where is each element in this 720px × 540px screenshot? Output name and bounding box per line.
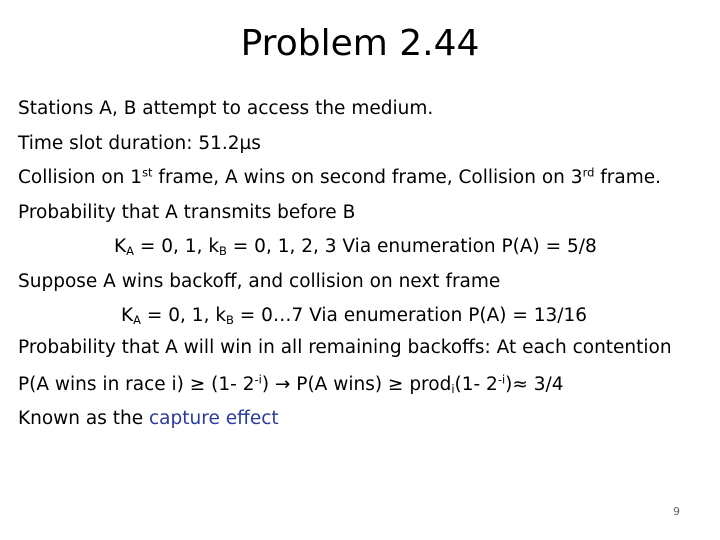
text-fragment: frame, A wins on second frame, Collision on 3 bbox=[152, 167, 583, 188]
text-fragment: P(A wins in race i) ≥ (1- 2 bbox=[18, 373, 255, 395]
text-fragment: Known as the bbox=[18, 408, 150, 429]
subscript: B bbox=[226, 312, 234, 327]
text-fragment: (1- 2 bbox=[454, 373, 498, 395]
line-capture-effect bbox=[18, 402, 708, 437]
subscript: A bbox=[133, 312, 141, 327]
text-fragment: = 0, 1, k bbox=[141, 305, 227, 326]
line-enumeration-2 bbox=[18, 299, 708, 334]
superscript: rd bbox=[582, 165, 595, 180]
line-probability-heading: Probability that A transmits before B bbox=[18, 201, 356, 223]
text-fragment: = 0, 1, k bbox=[134, 236, 220, 257]
text-fragment: )≈ 3/4 bbox=[505, 373, 564, 395]
subscript: A bbox=[126, 243, 134, 258]
line-stations: Stations A, B attempt to access the medium. bbox=[18, 98, 434, 119]
line-suppose: Suppose A wins backoff, and collision on next frame bbox=[18, 270, 501, 292]
subscript: B bbox=[219, 243, 227, 258]
superscript: -i bbox=[497, 372, 506, 387]
line-remaining-backoffs: Probability that A will win in all remaining backoffs: At each contention bbox=[18, 336, 672, 358]
text-fragment: = 0…7 Via enumeration P(A) = 13/16 bbox=[233, 305, 588, 326]
text-fragment: = 0, 1, 2, 3 Via enumeration P(A) = 5/8 bbox=[226, 236, 597, 257]
line-enumeration-1 bbox=[18, 230, 708, 265]
page-number: 9 bbox=[673, 505, 680, 518]
text-fragment: K bbox=[114, 236, 127, 257]
text-fragment: ) → P(A wins) ≥ prod bbox=[261, 373, 452, 395]
slide-body bbox=[18, 92, 708, 437]
line-capture-inequality bbox=[18, 368, 708, 403]
capture-effect-term: capture effect bbox=[149, 408, 279, 429]
line-collision-sequence bbox=[18, 161, 708, 196]
slide-title: Problem 2.44 bbox=[240, 23, 480, 64]
text-fragment: K bbox=[121, 305, 134, 326]
subscript: i bbox=[451, 381, 455, 396]
line-slot-duration: Time slot duration: 51.2µs bbox=[18, 132, 261, 154]
superscript: -i bbox=[254, 372, 262, 387]
superscript: st bbox=[142, 165, 153, 180]
text-fragment: frame. bbox=[594, 167, 661, 188]
text-fragment: Collision on 1 bbox=[18, 167, 143, 188]
